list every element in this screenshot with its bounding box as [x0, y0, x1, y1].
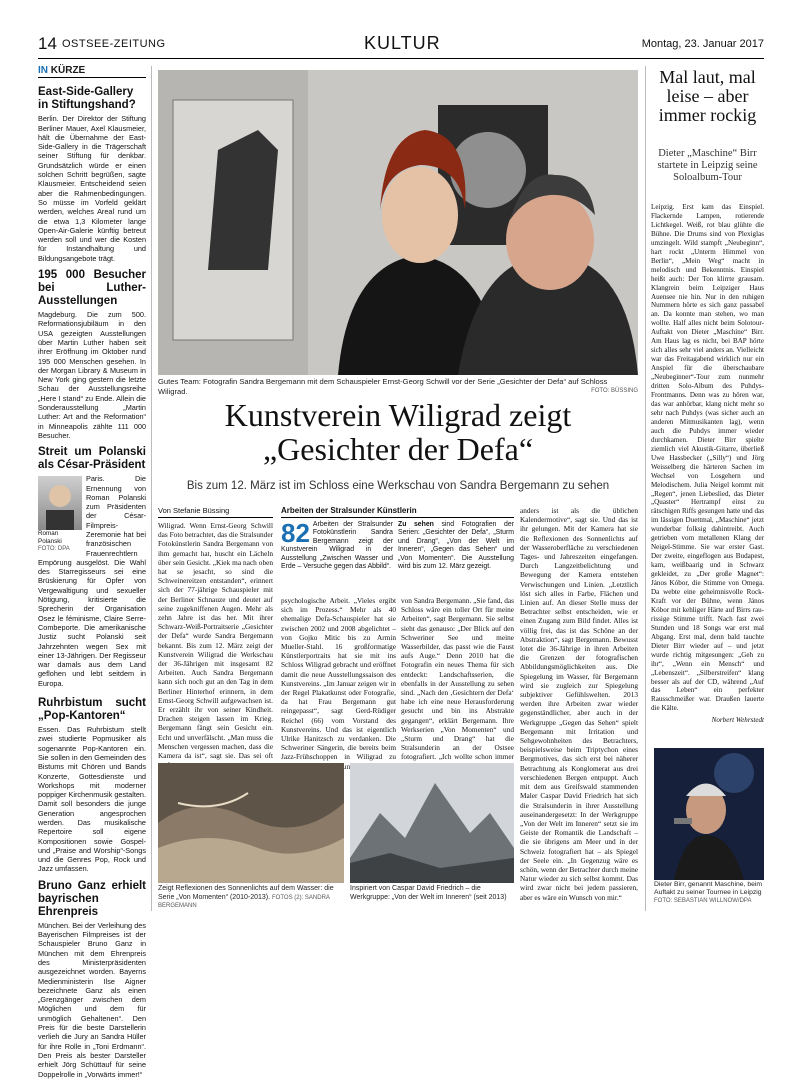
right-article [651, 203, 764, 743]
birr-photo-caption: Dieter Birr, genannt Maschine, beim Auftakt zu seiner Tournee in Leipzig FOTO: SEBASTIAN WILLNOW/DPA [654, 881, 763, 904]
kurz-item [38, 880, 146, 1079]
main-subhead: Bis zum 12. März ist im Schloss eine Werkschau von Sandra Bergemann zu sehen [186, 480, 610, 492]
kurz-item-title: Bruno Ganz erhielt bayrischen Ehrenpreis [38, 879, 146, 918]
kurz-item-body: Essen. Das Ruhrbistum stellt zwei studierte Popmusiker als sogenannte Pop-Kantoren ein. Sie sollen in den Gemeinden des Bistums mit Chören und Bands Konzerte, Gottesdienste und Workshops mit moderner poppiger Kirchenmusik gestalten. Damit soll besonders die junge Generation angesprochen werden. Das musikalische Repertoire soll eigene Kompositionen sowie Gospel- und „Praise and Worship“-Songs und die Genres Pop, Rock und Jazz umfassen. [38, 725, 146, 874]
page-number: 14 [38, 34, 57, 53]
article-column-2 [281, 596, 396, 771]
kurz-item [38, 697, 146, 874]
paper-name: OSTSEE-ZEITUNG [62, 38, 166, 50]
kurz-item-body: Berlin. Der Direktor der Stiftung Berliner Mauer, Axel Klausmeier, hält die Übernahme der East-Side-Gallery in die Trägerschaft seiner Stiftung für denkbar. Grundsätzlich würde er einen solchen Schritt begrüßen, sagte Klausmeier. Entscheidend seien aber die Rahmenbedingungen. So müsse im Vorfeld geklärt werden, welches Areal rund um die etwa 1,3 Kilometer lange Open-Air-Galerie künftig betreut werden soll und wer die Kosten für Instandhaltung und Bildungsangebote trägt. [38, 114, 146, 263]
issue-date: Montag, 23. Januar 2017 [641, 38, 764, 50]
page-header [38, 33, 764, 59]
polanski-photo [38, 476, 82, 554]
column-divider [645, 66, 646, 911]
birr-photo [654, 748, 764, 880]
right-headline: Mal laut, mal leise – aber immer rockig [658, 67, 757, 125]
landscape-photo-caption: Inspiriert von Caspar David Friedrich – die Werkgruppe: „Von der Welt im Inneren“ (seit 2013) [350, 885, 507, 901]
info-box [281, 506, 514, 596]
byline: Von Stefanie Büssing [158, 506, 273, 518]
main-photo-credit: FOTO: BÜSSING [591, 387, 638, 394]
right-subhead: Dieter „Maschine“ Birr startete in Leipzig seine Soloalbum-Tour [657, 148, 758, 183]
kurz-item [38, 269, 146, 440]
info-box-col-b: Zu sehen sind Fotografien der Serien: „Gesichter der Defa“, „Sturm und Drang“, „Von der Welt im Inneren“, „Gegen das Sehen“ und „Von Momenten“. Die Ausstellung wird bis zum 12. März gezeigt. [398, 521, 515, 571]
main-headline [158, 398, 638, 466]
kurz-item-title: Ruhrbistum sucht „Pop-Kantoren“ [38, 697, 146, 723]
article-column-3 [401, 596, 514, 762]
wave-photo [158, 763, 344, 883]
kurz-item-body: Magdeburg. Die zum 500. Reformationsjubiläum in den USA gezeigten Ausstellungen über Martin Luther haben seit ihrer Eröffnung im Oktober rund 195 000 Menschen gesehen. In der Morgan Library & Museum in New York ging gestern die letzte Schau der Ausstellungsreihe „Here I stand“ zu Ende. Allein die Sonderausstellung „Martin Luther: Art and the Reformation“ in Minneapolis zählte 111 000 Besucher. [38, 310, 146, 440]
article-text: von Sandra Bergemann. „Sie fand, das Schloss wäre ein toller Ort für meine Arbeiten“, sagt Bergemann. Sie selbst sieht das genauso: „Der Blick auf den Schweriner See und meine Wasserbilder, das passt wie die Faust aufs Auge.“ Denn 2010 hat die Fotografin ein neues Thema für sich entdeckt: Landschaftsserien, die ebenfalls in der Ausstellung zu sehen sind. „Nach den ‚Gesichtern der Defa‘ habe ich eine neue Herausforderung gesucht und bin ins Abstrakte gegangen“, erklärt Bergemann. Ihre Werkserien „Von Momenten“ und „Sturm und Drang“ hat die Stralsunderin an der Ostsee fotografiert. „Ich wollte schon immer [401, 596, 514, 762]
main-photo-caption: Gutes Team: Fotografin Sandra Bergemann mit dem Schauspieler Ernst-Georg Schwill vor der Serie „Gesichter der Defa“ auf Schloss Wiligrad. FOTO: BÜSSING [158, 377, 638, 396]
polanski-caption: Roman Polanski [38, 530, 62, 545]
article-text: Wiligrad. Wenn Ernst-Georg Schwill das Foto betrachtet, das die Stralsunder Fotokünstlerin Sandra Bergemann von ihm gemacht hat, huscht ein Lächeln über sein Gesicht. „Kiek ma nach oben hat se jesacht, so sind die Schweinereitzen entstanden“, erinnert sich der 77-jährige Schauspieler mit der Berliner Schnauze und deutet auf seine zugekniffenen Augen. Mehr als zehn Jahre ist das her. Mit ihrer Schwarz-Weiß-Portraitserie „Gesichter der Defa“ wurde Sandra Bergemann bekannt. Bis zum 12. März zeigt der Kunstverein Wiligrad die Werkschau der 36-Jährigen mit insgesamt 82 Arbeiten. Auch Sandra Bergemann kann sich noch gut an den Tag in dem Berliner Hinterhof erinnern, in dem Ernst-Georg Schwill aufgewachsen ist. Er erzählt ihr von seiner Kindheit. Drachen steigen lassen im Krieg. Bergemann fängt sein Gesicht ein. Echt und unverfälscht. „Man muss die Menschen vergessen machen, dass die Kamera da ist“, sagt sie. Das sei oft [158, 521, 273, 761]
right-article-text: Leipzig. Erst kam das Einspiel. Flackernde Lampen, rotierende Lichtkegel. Weiß, rot blau glühte die Bühne. Die Drums sind von Plexiglas umzingelt. Wild stampft „Neubeginn“, hart rockt „Unterm Himmel von Berlin“, „Mein Weg“ macht in melodisch und Bekenntnis. Einspiel heißt auch: Der Ton klirrte grausam. Klangrein beim Leipziger Haus Auensee nie hin. Nur in den ruhigen Nummern hörte es sich ganz passabel an. Da konnte man stehen, wo man wollte. Half alles nicht beim Solotour-Auftakt von Dieter „Maschine“ Birr. Am Haus lag es nicht, bei BAP hörte sich alles sehr viel anders an. Vielleicht war das Freitagabend wirklich nur ein Anspiel für die überschaubare „Neubeginner“-Tour zum nunmehr dritten Solo-Album des Puhdys-Frontmanns. Denn was zu hören war, das war anhörbar, klang nicht mehr so sehr nach Puhdys (was sicher auch an anderen Mitmusikanten lag), wenn auch die Puhdys immer wieder durchkamen. Dieter Birr spielte ziemlich viel Akustik-Gitarre, überließ Uwe Hassbecker („Silly“) und Jörg Weisselberg die härteren Sachen im Wechsel von Losgehern und Melodischem. Julia Neigel kommt mit „Regen“, jenen Liebeslied, das Dieter „Quaster“ Hertrampf einst zu rätschigen Riffs gesungen hatte und das im lässigen Duettmal, „Maschine“ jetzt wunderbar folksig dahintreibt. Auch getrieben vom metallenen Klang der Neigel-Stimme. Sie war erster Gast. Der zweite, eingeflogen aus Budapest, kam, weißbaarig und in Schwarz gekleidet, zu „Der große Magnet“: János Kóbor, die Stimme von Omega. Da webte eine geheimnisvolle Rock-Kraft vor der Bühne, wenn János Kóbor mit kehliger Härte auf Birrs rau-rissige Stimme trifft. Nach fast zwei Stunden und 18 Songs war erst mal Abgang. Erst mal, denn bald tauchte Dieter Birr wieder auf – und jetzt wurde richtig mitgesungen: „Geh zu ihr“, „Wenn ein Mensch“ und „Lebenszeit“. „Silberstreifen“ klang besser als auf der CD, während „Auf das Leben“ ein perfekter Rausschmeißer war. Draußen lauerte die Kälte. [651, 203, 764, 713]
polanski-image [38, 476, 82, 530]
kurz-item-title: 195 000 Besucher bei Luther-Ausstellungen [38, 269, 146, 308]
headline-line-2: „Gesichter der Defa“ [262, 431, 534, 467]
birr-photo-credit: FOTO: SEBASTIAN WILLNOW/DPA [654, 898, 752, 904]
kurz-item-title: East-Side-Gallery in Stiftungshand? [38, 86, 136, 112]
article-text: anders ist als die üblichen Kalendermotive“, sagt sie. Und das ist ihr gelungen. Mit der Kamera hat sie die Reflexionen des Sonnenlichts auf der Wasseroberfläche zu verschiedenen Tages- und Jahreszeiten eingefangen. Durch Langzeitbelichtung und Bewegung der Kamera entstehen Verwischungen und Linien. „Letztlich löst sich alles in Farbe, Flächen und Linien auf. An dieser Stelle muss der Betrachter selbst entscheiden, wie er einen Zugang zum Bild findet. Alles ist völlig frei, das ist das Schöne an der Abstraktion“, sagt Bergemann. Bewusst lotet die 36-Jährige in ihren Arbeiten die Grenzen der fotografischen Abbildungsmöglichkeiten aus. Die Spiegelung im Wasser, für Bergemann wird sie zugleich zur Spiegelung subjektiver Gefühlswelten. 2013 werden ihre Arbeiten zwar wieder gegenständlicher, aber auch in der Werkgruppe „Gegen das Sehen“ spielt Bergemann mit Irritation und Sehgewohnheiten des Betrachters, beispielsweise beim Triptychon eines Bergmotives, das sich erst bei näherer Betrachtung als Konglomerat aus drei verschiedenen Bergen entpuppt. Auch mit dem aus Greifswald stammenden Maler Caspar David Friedrich hat sich die Stralsunderin in ihrer Ausstellung auseinandergesetzt: In der Werkgruppe „Von der Welt im Inneren“ setzt sie im Geiste der Romantik die Landschaft – die sie übrigens am Meer und in der Schweiz fotografiert hat – als Spiegel der Seele ein. „In Gegenzug wäre es schön, wenn der Betrachter durch meine Natur wieder zu sich selbst kommt. Das wird zwar nicht bei jedem passieren, aber es wäre ein Wunsch von mir.“ [520, 506, 638, 902]
kurz-item-title: Streit um Polanski als César-Präsident [38, 446, 146, 472]
in-kuerze-tag: IN KÜRZE [38, 66, 146, 78]
info-box-col-a: 82 Arbeiten der Stralsunder Fotokünstlerin Sandra Bergemann zeigt der Kunstverein Wiligrad in der Ausstellung „Zwischen Wasser und Erde – Versuche gegen das Abbild“. [281, 518, 393, 571]
section-title: KULTUR [364, 33, 441, 53]
main-photo [158, 70, 638, 375]
main-photo-illustration [158, 70, 638, 375]
kurz-item-body: Paris. Die Ernennung von Roman Polanski zum Präsidenten der César-Filmpreis-Zeremonie hat bei französischen Frauenrechtlern Empörung ausgelöst. Die Wahl des Starregisseurs sei eine Brüskierung für Opfer von Vergewaltigung und sexueller Nötigung, kritisierte die Sprecherin der Organisation Osez le féminisme, Claire Serre-Combeporte. Die amerikanische Justiz sucht Polanski seit Jahrzehnten wegen Sex mit einer 13-Jährigen. Der Regisseur war damals aus dem Land geflohen und lebt seitdem in Europa. [38, 474, 146, 688]
kurz-item [38, 86, 146, 263]
article-column-4 [520, 506, 638, 908]
polanski-credit: FOTO: DPA [38, 546, 70, 553]
right-article-author: Norbert Wehrstedt [711, 716, 764, 725]
column-divider [151, 66, 152, 911]
wave-photo-credit: FOTOS (2): SANDRA BERGEMANN [158, 894, 330, 909]
headline-line-1: Kunstverein Wiligrad zeigt [224, 397, 572, 433]
landscape-photo [350, 763, 514, 883]
info-box-number: 82 [281, 518, 310, 548]
in-kuerze-column [38, 65, 146, 1079]
wave-photo-caption: Zeigt Reflexionen des Sonnenlichts auf dem Wasser: die Serie „Von Momenten“ (2010-2013). FOTOS (2): SANDRA BERGEMANN [158, 885, 334, 909]
article-column-1 [158, 521, 273, 761]
info-box-title: Arbeiten der Stralsunder Künstlerin [281, 506, 514, 518]
kurz-item-body: München. Bei der Verleihung des Bayerischen Filmpreises ist der Schauspieler Bruno Ganz in München mit dem Ehrenpreis des Ministerpräsidenten ausgezeichnet worden. Bayerns Medienministerin Ilse Aigner bezeichnete Ganz als einen „Grenzgänger zwischen dem Möglichen und dem für unmöglich Gehaltenen“. Den Preis für die beste Darstellerin verlieh die Jury an Sandra Hüller für ihre Rolle in „Toni Erdmann“. Den Preis als bester Darsteller erhielt Jörg Schüttauf für seine Doppelrolle in „Vorwärts immer!“ [38, 920, 146, 1079]
article-text: psychologische Arbeit. „Vieles ergibt sich im Prozess.“ Mehr als 40 ehemalige Defa-Schauspieler hat sie zwischen 2002 und 2008 abgelichtet – von Gojko Mitic bis zu Armin Mueller-Stahl. 16 großformatige Künstlerportraits hat sie mit ins Schloss Wiligrad gebracht und eröffnet damit die neue Ausstellungssaison des Kunstvereins. „Im Januar zeigen wir in der Regel Plakatkunst oder Fotografie, da hat Frau Bergemann gut reingepasst“, sagt Gerd-Rüdiger Reichel (66) vom Vorstand des Kunstvereins. Und das ist eigentlich Ulrike Hanitzsch zu verdanken. Die Schweriner Sängerin, die bereits beim Jazz-Frühschoppen in Wiligrad zu Freundin [281, 596, 396, 771]
kurz-item [38, 446, 146, 691]
